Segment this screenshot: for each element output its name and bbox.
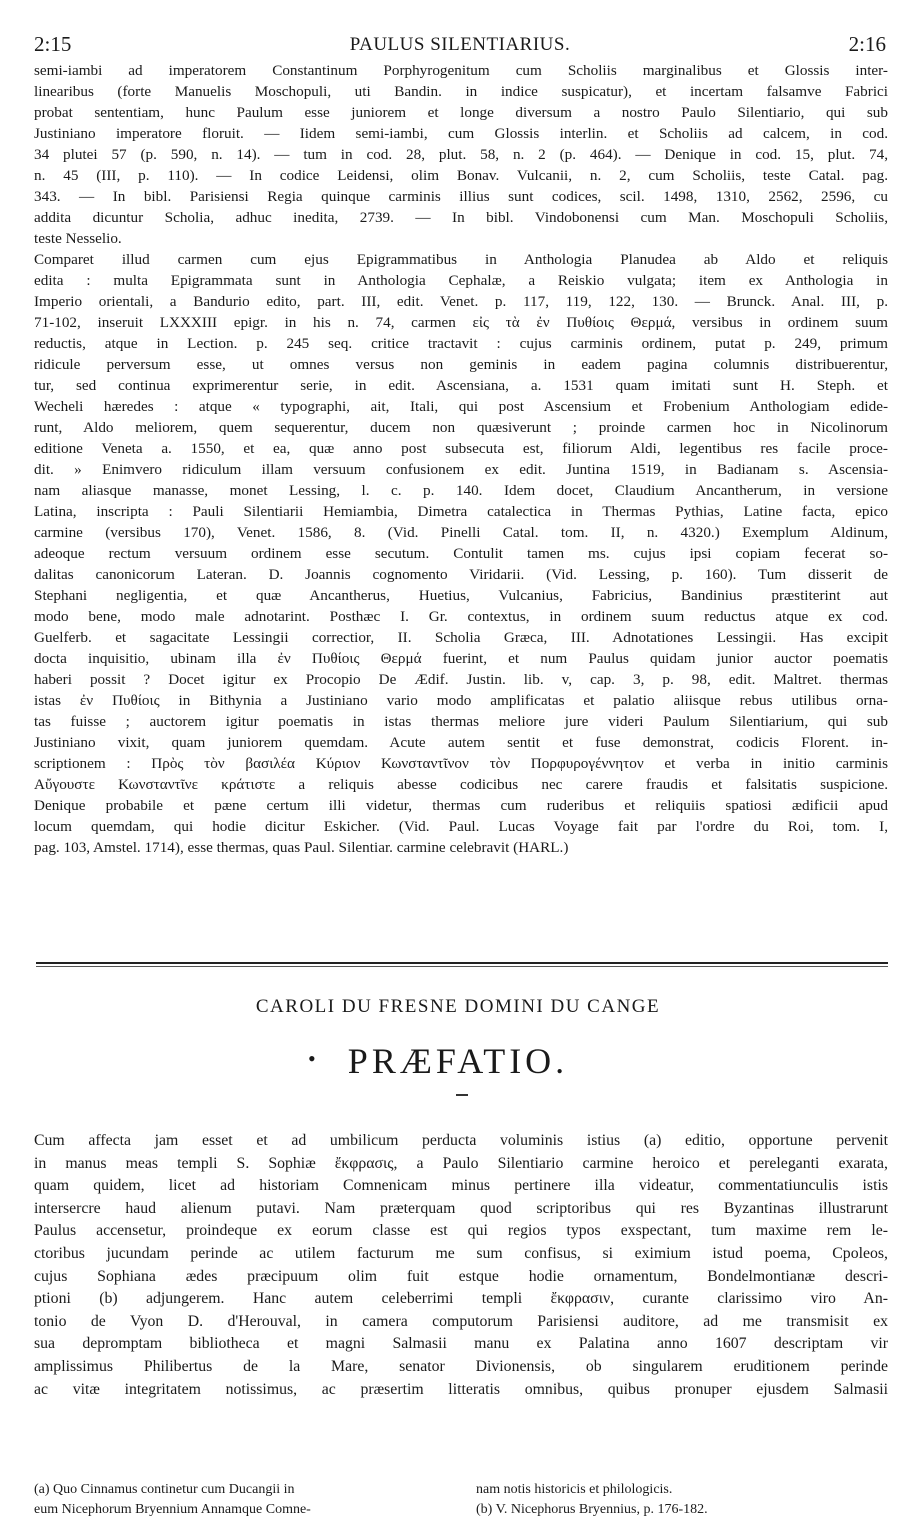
- text-line: in manus meas templi S. Sophiæ ἔκφρασις, a Paulo Silentiario carmine heroico et pereleganti exarata,: [34, 1154, 888, 1172]
- text-line: Comparet illud carmen cum ejus Epigrammatibus in Anthologia Planudea ab Aldo et reliquis: [34, 251, 888, 268]
- text-line: Cum affecta jam esset et ad umbilicum perducta voluminis istius (a) editio, opportune pervenit: [34, 1132, 888, 1149]
- text-line: teste Nesselio.: [34, 230, 122, 247]
- text-line: istas ἐν Πυθίοις in Bithynia a Justiniano vario modo amplificatas et palatio aliisque rebus utilibus orna-: [34, 692, 888, 709]
- text-line: addita dicuntur Scholia, adhuc inedita, 2739. — In bibl. Vindobonensi cum Man. Moschopuli Scholiis,: [34, 209, 888, 226]
- text-line: dalitas canonicorum Lateran. D. Joannis cognomento Viridarii. (Vid. Lessing, p. 160). Tum disserit de: [34, 566, 888, 583]
- page-header: [34, 32, 886, 56]
- text-line: linearibus (forte Manuelis Moschopuli, uti Bandin. in indice suspicatur), et incertam falsamve Fabrici: [34, 83, 888, 100]
- text-line: edita : multa Epigrammata sunt in Anthologia Cephalæ, a Reiskio vulgata; item ex Anthologia in: [34, 272, 888, 289]
- text-line: n. 45 (III, p. 110). — In codice Leidensi, olim Bonav. Vulcanii, n. 2, cum Scholiis, teste Catal. pag.: [34, 167, 888, 184]
- text-line: 71-102, inseruit LXXXIII epigr. in his n. 74, carmen εἰς τὰ ἐν Πυθίοις Θερμά, versibus in ordinem suum: [34, 314, 888, 331]
- text-line: runt, Aldo meliorem, quem sequerentur, ducem non quæsiverunt ; proinde carmen hoc in Nicolinorum: [34, 419, 888, 436]
- footnote-right: [476, 1480, 896, 1520]
- text-line: scriptionem : Πρὸς τὸν βασιλέα Κύριον Κωνσταντῖνον τὸν Πορφυρογέννητον et verba in initio carminis: [34, 755, 888, 772]
- footnote-line: (a) Quo Cinnamus continetur cum Ducangii in: [34, 1482, 295, 1497]
- section-rule-thin: [36, 966, 888, 967]
- text-line: probat sententiam, hunc Paulum esse juniorem et longe diversum a nostro Paulo Silentiario, qui sub: [34, 104, 888, 121]
- text-line: intersercre haud alienum putavi. Nam præterquam quod scriptoribus qui res Byzantinas illustrarunt: [34, 1199, 888, 1217]
- text-line: 34 plutei 57 (p. 590, n. 14). — tum in cod. 28, plut. 58, n. 2 (p. 464). — Denique in cod. 15, plut. 74,: [34, 146, 888, 163]
- text-line: Αὔγουστε Κωνσταντῖνε κράτιστε a reliquis abesse codicibus nec carere fraudis et falsitatis suspicione.: [34, 776, 888, 793]
- text-line: Stephani negligentia, et quæ Ancantherus, Huetius, Vulcanius, Fabricius, Bandinius præstiterint aut: [34, 587, 888, 604]
- text-line: docta inquisitio, ubinam illa ἐν Πυθίοις Θερμά fuerint, et num Paulus quidam junior auctor poematis: [34, 650, 888, 667]
- section-rule: [36, 962, 888, 964]
- page-number-right: 2:16: [848, 32, 886, 56]
- running-head: PAULUS SILENTIARIUS.: [349, 34, 571, 55]
- text-line: Latina, inscripta : Pauli Silentiarii Hemiambia, Dimetra catalectica in Thermas Pythias, Latine facta, epico: [34, 503, 888, 520]
- text-line: ptioni (b) adjungerem. Hanc autem celeberrimi templi ἔκφρασιν, curante clarissimo viro An-: [34, 1290, 888, 1308]
- text-line: quam quidem, licet ad historiam Comnenicam minus pertinere illa videatur, commentatiunculis istis: [34, 1177, 888, 1195]
- text-line: ridicule perversum esse, ut omnes versus non geminis in eadem pagina columnis distribuerentur,: [34, 356, 888, 373]
- footnote-line: (b) V. Nicephorus Bryennius, p. 176-182.: [476, 1502, 708, 1517]
- section-heading: CAROLI DU FRESNE DOMINI DU CANGE: [255, 996, 661, 1017]
- text-line: tur, sed continua exprimerentur serie, in edit. Ascensiana, a. 1531 quam imitati sunt H. Steph. et: [34, 377, 888, 394]
- notes-block: [34, 60, 888, 858]
- preface-title: PRÆFATIO.: [347, 1041, 569, 1081]
- text-line: 343. — In bibl. Parisiensi Regia quinque carminis illius sunt codices, scil. 1498, 1310, 2562, 2596, cu: [34, 188, 888, 205]
- text-line: reductis, atque in Lection. p. 245 seq. critice tractavit : cujus carminis ordinem, putat p. 249, primum: [34, 335, 888, 352]
- text-line: Wecheli hæredes : atque « typographi, ait, Itali, qui post Ascensium et Frobenium Anthologiam edide-: [34, 398, 888, 415]
- text-line: cujus Sophiana ædes præcipuum olim fuit estque hodie ornamentum, Bondelmontianæ descri-: [34, 1267, 888, 1285]
- text-line: Denique probabile et pæne certum illi videtur, thermas cum ruderibus et reliquiis spatiosi ædificii apud: [34, 797, 888, 814]
- text-line: ctoribus jucundam perinde ac utilem facturum me sum confisus, si eximium istud poema, Cpoleos,: [34, 1244, 888, 1262]
- text-line: locum quemdam, qui hodie dicitur Eskicher. (Vid. Paul. Lucas Voyage fait par l'ordre du Roi, tom. I,: [34, 818, 888, 835]
- text-line: modo bene, modo male adnotarint. Posthæc I. Gr. contextus, in ordinem suum reductus atque ex cod.: [34, 608, 888, 625]
- text-line: sua depromptam bibliotheca et magni Salmasii manu ex Palatina anno 1607 descriptam vir: [34, 1335, 888, 1353]
- text-line: Imperio orientali, a Bandurio edito, part. III, edit. Venet. p. 117, 119, 122, 130. — Brunck. Anal. III, p.: [34, 293, 888, 310]
- page-number-left: 2:15: [34, 32, 72, 56]
- text-line: tonio de Vyon D. d'Herouval, in camera computorum Parisiensi auditore, ad me transmisit ex: [34, 1312, 888, 1330]
- text-line: Justiniano vixit, quam juniorem quemdam. Acute autem sentit et fuse demonstrat, codicis Florent. in-: [34, 734, 888, 751]
- footnote-line: nam notis historicis et philologicis.: [476, 1482, 673, 1497]
- preface-body: [34, 1130, 888, 1401]
- text-line: pag. 103, Amstel. 1714), esse thermas, quas Paul. Silentiar. carmine celebravit (HARL.): [34, 839, 569, 856]
- text-line: adeoque rectum versuum ordinem esse secutum. Contulit tamen ms. cujus ipsi copiam fecerat so-: [34, 545, 888, 562]
- text-line: semi-iambi ad imperatorem Constantinum Porphyrogenitum cum Scholiis marginalibus et Glossis inter-: [34, 62, 888, 79]
- text-line: Justiniano imperatore floruit. — Iidem semi-iambi, cum Glossis interlin. et Scholiis ad calcem, in cod.: [34, 125, 888, 142]
- text-line: Guelferb. et sagacitate Lessingii correctior, II. Scholia Græca, III. Adnotationes Lessingii. Has excipit: [34, 629, 888, 646]
- ornament-dash: [456, 1094, 468, 1096]
- text-line: carmine (versibus 170), Venet. 1586, 8. (Vid. Pinelli Catal. tom. II, n. 4320.) Exemplum Aldinum,: [34, 524, 888, 541]
- text-line: amplissimus Philibertus de la Mare, senator Divionensis, ob singularem eruditionem perinde: [34, 1357, 888, 1375]
- text-line: Paulus accensetur, proindeque ex eorum classe est qui regios typos exspectant, tum maxime rem le-: [34, 1222, 888, 1240]
- footnote-line: eum Nicephorum Bryennium Annamque Comne-: [34, 1502, 311, 1517]
- bullet-mark: •: [308, 1046, 316, 1071]
- text-line: haberi possit ? Docet igitur ex Procopio De Ædif. Justin. lib. v, cap. 3, p. 98, edit. Maltret. thermas: [34, 671, 888, 688]
- text-line: tas fuisse ; auctorem igitur poematis in istas thermas meliore jure videri Paulum Silentiarium, qui sub: [34, 713, 888, 730]
- text-line: dit. » Enimvero ridiculum illam versuum confusionem ex edit. Juntina 1519, in Badianam s. Ascensia-: [34, 461, 888, 478]
- text-line: editione Veneta a. 1550, et ea, quæ anno post subsecuta est, filiorum Aldi, legentibus res facile proce-: [34, 440, 888, 457]
- footnote-left: [34, 1480, 464, 1520]
- text-line: nam aliasque manasse, monet Lessing, l. c. p. 140. Idem docet, Claudium Ancantherum, in versione: [34, 482, 888, 499]
- text-line: ac vitæ integritatem notissimus, ac præsertim litteratis omnibus, quibus pronuper ejusdem Salmasii: [34, 1380, 888, 1398]
